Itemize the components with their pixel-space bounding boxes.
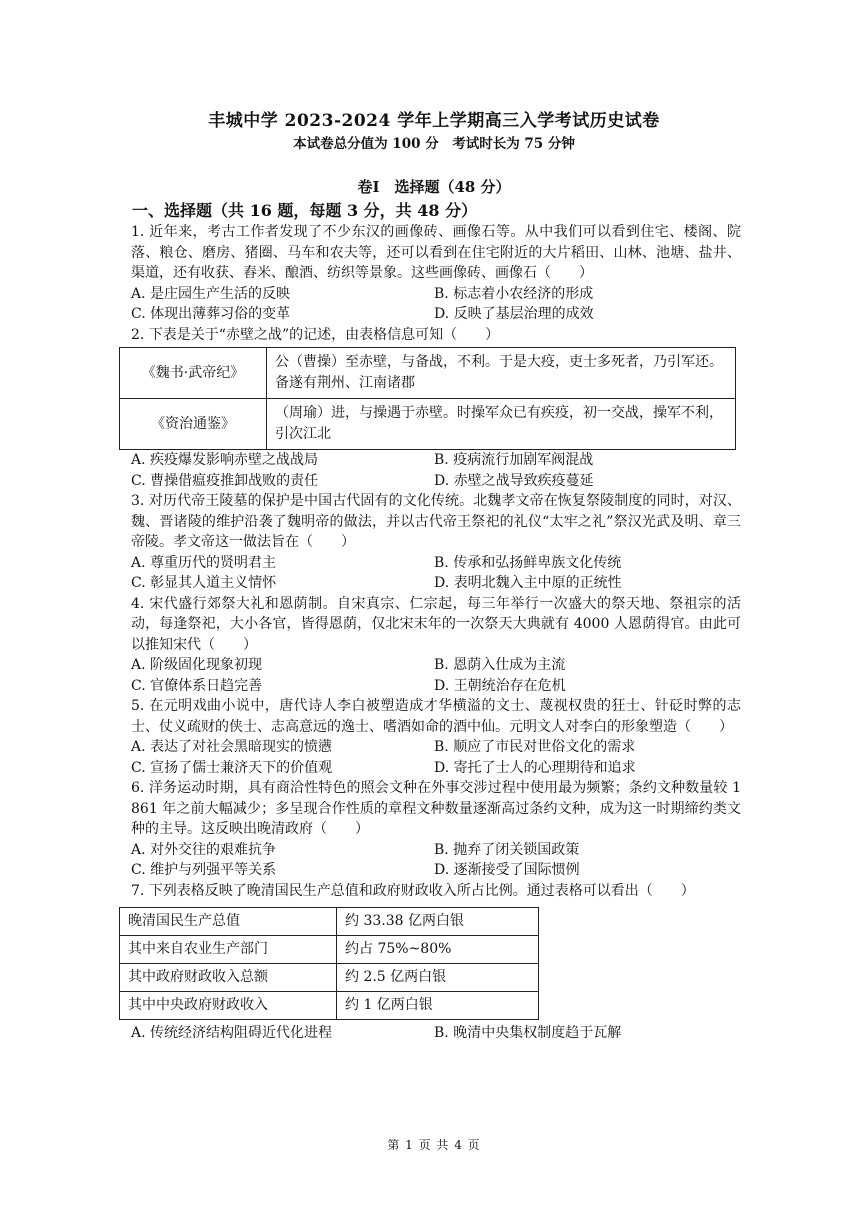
option-c[interactable]: C. 官僚体系日趋完善 (131, 677, 263, 694)
page-number: 第 1 页 共 4 页 (387, 1138, 481, 1152)
option-a[interactable]: A. 是庄园生产生活的反映 (131, 285, 291, 302)
table-cell-item: 其中政府财政收入总额 (120, 964, 337, 992)
options (131, 655, 741, 696)
table-cell-value: 约占 75%~80% (337, 936, 539, 964)
source-table (119, 347, 736, 450)
question-stem: 5. 在元明戏曲小说中，唐代诗人李白被塑造成才华横溢的文士、蔑视权贵的狂士、针砭时弊的志士、仗义疏财的侠士、志高意远的逸士、嗜酒如命的酒中仙。元明文人对李白的形象塑造（ ） (131, 698, 741, 735)
question-stem: 1. 近年来，考古工作者发现了不少东汉的画像砖、画像石等。从中我们可以看到住宅、楼阁、院落、粮仓、磨房、猪圈、马车和农夫等，还可以看到在住宅附近的大片稻田、山林、池塘、盐井、渠道，还有收获、舂米、酿酒、纺织等景象。这些画像砖、画像石（ ） (131, 224, 741, 281)
question-stem: 2. 下表是关于“赤壁之战”的记述，由表格信息可知（ ） (131, 326, 500, 343)
question-3 (131, 491, 741, 594)
option-b[interactable]: B. 标志着小农经济的形成 (434, 285, 594, 302)
question-7 (128, 881, 741, 1044)
option-a[interactable]: A. 表达了对社会黑暗现实的愤懑 (131, 739, 333, 755)
question-6 (131, 778, 741, 881)
option-c[interactable]: C. 宣扬了儒士兼济天下的价值观 (131, 759, 333, 776)
source-text: （周瑜）进，与操遇于赤壁。时操军众已有疾疫，初一交战，操军不利，引次江北 (267, 399, 736, 450)
option-b[interactable]: B. 恩荫入仕成为主流 (434, 657, 566, 673)
option-a[interactable]: A. 阶级固化现象初现 (131, 657, 263, 673)
option-b[interactable]: B. 晚清中央集权制度趋于瓦解 (434, 1025, 622, 1041)
questions-body (128, 222, 741, 1044)
table-row (120, 992, 539, 1020)
option-b[interactable]: B. 抛弃了闭关锁国政策 (434, 841, 580, 858)
table-row (120, 399, 736, 450)
option-c[interactable]: C. 体现出薄葬习俗的变革 (131, 306, 291, 322)
table-cell-value: 约 1 亿两白银 (337, 992, 539, 1020)
section-title: 卷Ⅰ 选择题（48 分） (357, 178, 511, 196)
question-stem: 4. 宋代盛行郊祭大礼和恩荫制。自宋真宗、仁宗起，每三年举行一次盛大的祭天地、祭祖宗的活动，每逢祭祀，大小各官，皆得恩荫，仅北宋末年的一次祭天大典就有 4000 人恩荫得官。由此可以推知宋代（ ） (131, 595, 741, 653)
table-row (120, 936, 539, 964)
options (131, 840, 741, 881)
option-d[interactable]: D. 反映了基层治理的成效 (434, 306, 594, 322)
option-a[interactable]: A. 尊重历代的贤明君主 (131, 554, 277, 571)
option-d[interactable]: D. 寄托了士人的心理期待和追求 (434, 759, 636, 776)
option-b[interactable]: B. 传承和弘扬鲜卑族文化传统 (434, 554, 622, 571)
table-cell-value: 约 2.5 亿两白银 (337, 964, 539, 992)
table-row (120, 348, 736, 399)
table-cell-item: 晚清国民生产总值 (120, 908, 337, 936)
question-1 (131, 222, 741, 325)
question-stem: 7. 下列表格反映了晚清国民生产总值和政府财政收入所占比例。通过表格可以看出（ ） (131, 882, 695, 899)
option-d[interactable]: D. 逐渐接受了国际惯例 (434, 862, 580, 878)
option-a[interactable]: A. 疾疫爆发影响赤壁之战战局 (131, 452, 319, 468)
part-heading: 一、选择题（共 16 题，每题 3 分，共 48 分） (132, 201, 478, 220)
option-a[interactable]: A. 传统经济结构阻碍近代化进程 (131, 1025, 333, 1041)
option-d[interactable]: D. 赤壁之战导致疾疫蔓延 (434, 472, 594, 489)
table-row (120, 908, 539, 936)
table-row (120, 964, 539, 992)
option-c[interactable]: C. 曹操借瘟疫推卸战败的责任 (131, 472, 319, 489)
option-b[interactable]: B. 疫病流行加剧军阀混战 (434, 452, 594, 468)
question-stem: 3. 对历代帝王陵墓的保护是中国古代固有的文化传统。北魏孝文帝在恢复祭陵制度的同时，对汉、魏、晋诸陵的维护沿袭了魏明帝的做法，并以古代帝王祭祀的礼仪“太牢之礼”祭汉光武及明、章三帝陵。孝文帝这一做法旨在（ ） (131, 493, 741, 550)
option-d[interactable]: D. 王朝统治存在危机 (434, 677, 566, 694)
question-4 (131, 594, 741, 697)
options (131, 553, 741, 594)
finance-table (119, 907, 539, 1020)
source-name: 《魏书·武帝纪》 (120, 348, 267, 399)
question-2 (131, 325, 741, 492)
table-cell-item: 其中中央政府财政收入 (120, 992, 337, 1020)
option-b[interactable]: B. 顺应了市民对世俗文化的需求 (434, 739, 636, 755)
option-d[interactable]: D. 表明北魏入主中原的正统性 (434, 575, 622, 591)
source-name: 《资治通鉴》 (120, 399, 267, 450)
exam-title: 丰城中学 2023-2024 学年上学期高三入学考试历史试卷 (208, 111, 660, 131)
option-c[interactable]: C. 彰显其人道主义情怀 (131, 575, 277, 591)
question-5 (131, 696, 741, 778)
options (131, 737, 741, 778)
options (131, 284, 741, 325)
option-a[interactable]: A. 对外交往的艰难抗争 (131, 841, 277, 858)
exam-subtitle: 本试卷总分值为 100 分 考试时长为 75 分钟 (293, 136, 575, 152)
table-cell-value: 约 33.38 亿两白银 (337, 908, 539, 936)
table-cell-item: 其中来自农业生产部门 (120, 936, 337, 964)
question-stem: 6. 洋务运动时期，具有商洽性特色的照会文种在外事交涉过程中使用最为频繁；条约文种数量较 1861 年之前大幅减少；多呈现合作性质的章程文种数量逐渐高过条约文种，成为这一时期缔约类文种的主导。这反映出晚清政府（ ） (131, 780, 741, 837)
source-text: 公（曹操）至赤壁，与备战，不利。于是大疫，吏士多死者，乃引军还。备遂有荆州、江南诸郡 (267, 348, 736, 399)
options (131, 450, 741, 491)
options (131, 1023, 741, 1044)
option-c[interactable]: C. 维护与列强平等关系 (131, 862, 277, 878)
